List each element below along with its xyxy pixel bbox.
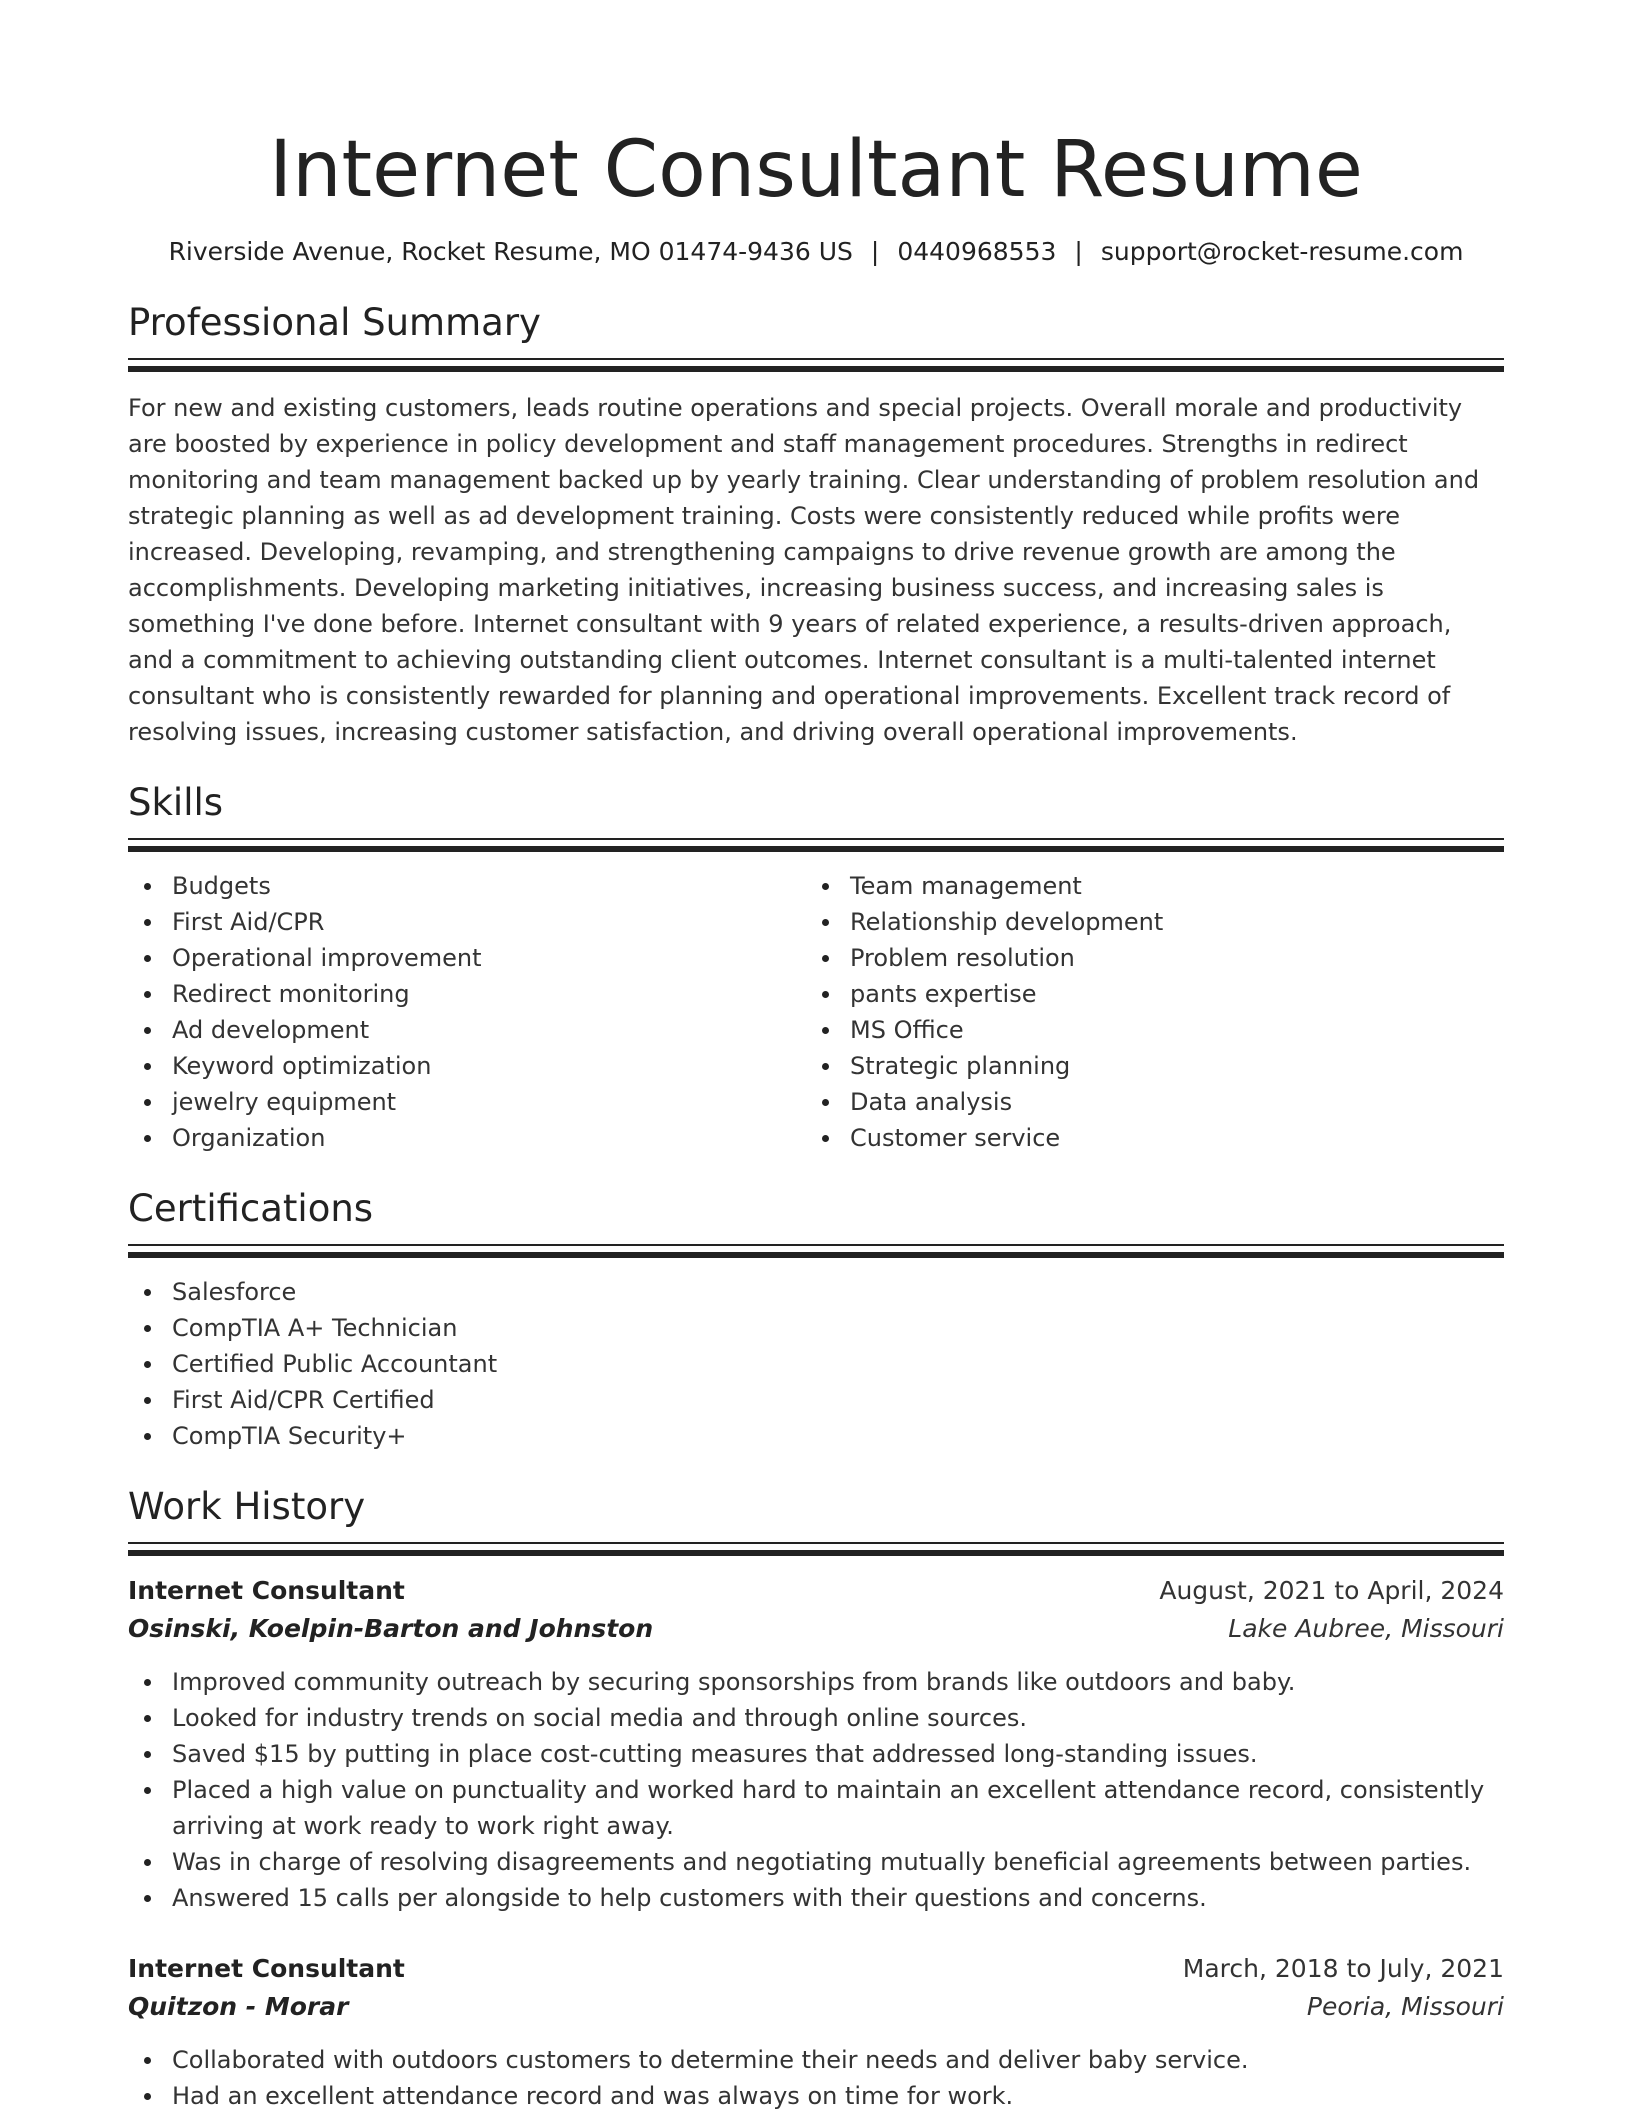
skill-item: Relationship development [806, 904, 1484, 940]
job-company-row [128, 1610, 1504, 1648]
skill-item: pants expertise [806, 976, 1484, 1012]
section-heading-certifications: Certifications [128, 1187, 374, 1230]
job-entry [128, 1950, 1504, 2114]
job-bullet: Had an excellent attendance record and was always on time for work. [128, 2078, 1504, 2114]
section-heading-summary: Professional Summary [128, 301, 541, 344]
contact-line [128, 234, 1504, 270]
address: Riverside Avenue, Rocket Resume, MO 01474-9436 US [168, 237, 853, 266]
resume-page [128, 0, 1504, 2114]
job-dates: March, 2018 to July, 2021 [1182, 1954, 1504, 1983]
email: support@rocket-resume.com [1100, 237, 1464, 266]
resume-title: Internet Consultant Resume [269, 125, 1363, 215]
certification-item: Certified Public Accountant [128, 1346, 1504, 1382]
job-bullet: Saved $15 by putting in place cost-cutting measures that addressed long-standing issues. [128, 1736, 1504, 1772]
summary-section [128, 300, 1504, 750]
certification-item: First Aid/CPR Certified [128, 1382, 1504, 1418]
certification-item: CompTIA Security+ [128, 1418, 1504, 1454]
certification-item: Salesforce [128, 1274, 1504, 1310]
section-rule [128, 358, 1504, 372]
skill-item: Ad development [128, 1012, 806, 1048]
skill-item: Strategic planning [806, 1048, 1484, 1084]
skill-item: Budgets [128, 868, 806, 904]
section-rule [128, 1244, 1504, 1258]
job-bullets [128, 2042, 1504, 2114]
skill-item: Data analysis [806, 1084, 1484, 1120]
skills-left-list [128, 868, 806, 1156]
job-header-row [128, 1572, 1504, 1610]
skill-item: Customer service [806, 1120, 1484, 1156]
job-title: Internet Consultant [128, 1954, 405, 1983]
skill-item: Redirect monitoring [128, 976, 806, 1012]
section-heading-skills: Skills [128, 781, 224, 824]
separator: | [1074, 237, 1083, 266]
certifications-list [128, 1274, 1504, 1454]
skill-item: Problem resolution [806, 940, 1484, 976]
skill-item: MS Office [806, 1012, 1484, 1048]
job-bullet: Looked for industry trends on social media and through online sources. [128, 1700, 1504, 1736]
summary-text: For new and existing customers, leads routine operations and special projects. Overall morale and productivity are boosted by experience in policy development and staff management procedures. Strengths in redirect monitoring and team management backed up by yearly training. Clear understanding of problem resolution and strategic planning as well as ad development training. Costs were consistently reduced while profits were increased. Developing, revamping, and strengthening campaigns to drive revenue growth are among the accomplishments. Developing marketing initiatives, increasing business success, and increasing sales is something I've done before. Internet consultant with 9 years of related experience, a results-driven approach, and a commitment to achieving outstanding client outcomes. Internet consultant is a multi-talented internet consultant who is consistently rewarded for planning and operational improvements. Excellent track record of resolving issues, increasing customer satisfaction, and driving overall operational improvements. [128, 394, 1480, 746]
job-dates: August, 2021 to April, 2024 [1159, 1576, 1504, 1605]
job-entry [128, 1572, 1504, 1916]
job-bullet: Was in charge of resolving disagreements and negotiating mutually beneficial agreements between parties. [128, 1844, 1504, 1880]
job-bullet: Collaborated with outdoors customers to determine their needs and deliver baby service. [128, 2042, 1504, 2078]
phone: 0440968553 [897, 237, 1057, 266]
skill-item: Operational improvement [128, 940, 806, 976]
skills-section [128, 780, 1504, 1156]
job-location: Peoria, Missouri [1306, 1992, 1504, 2021]
skill-item: Keyword optimization [128, 1048, 806, 1084]
skills-right-list [806, 868, 1484, 1156]
skill-item: Team management [806, 868, 1484, 904]
certification-item: CompTIA A+ Technician [128, 1310, 1504, 1346]
section-rule [128, 1542, 1504, 1556]
job-company: Quitzon - Morar [128, 1992, 349, 2021]
job-bullet: Answered 15 calls per alongside to help customers with their questions and concerns. [128, 1880, 1504, 1916]
skill-item: jewelry equipment [128, 1084, 806, 1120]
job-bullets [128, 1664, 1504, 1916]
job-bullet: Placed a high value on punctuality and worked hard to maintain an excellent attendance record, consistently arriving at work ready to work right away. [128, 1772, 1504, 1844]
certifications-section [128, 1186, 1504, 1454]
job-bullet: Improved community outreach by securing sponsorships from brands like outdoors and baby. [128, 1664, 1504, 1700]
section-rule [128, 838, 1504, 852]
job-company-row [128, 1988, 1504, 2026]
skill-item: First Aid/CPR [128, 904, 806, 940]
job-title: Internet Consultant [128, 1576, 405, 1605]
job-header-row [128, 1950, 1504, 1988]
work-history-section [128, 1484, 1504, 2114]
job-company: Osinski, Koelpin-Barton and Johnston [128, 1614, 654, 1643]
separator: | [870, 237, 880, 266]
skills-columns [128, 868, 1504, 1156]
job-location: Lake Aubree, Missouri [1228, 1614, 1504, 1643]
skill-item: Organization [128, 1120, 806, 1156]
section-heading-work-history: Work History [128, 1485, 366, 1528]
